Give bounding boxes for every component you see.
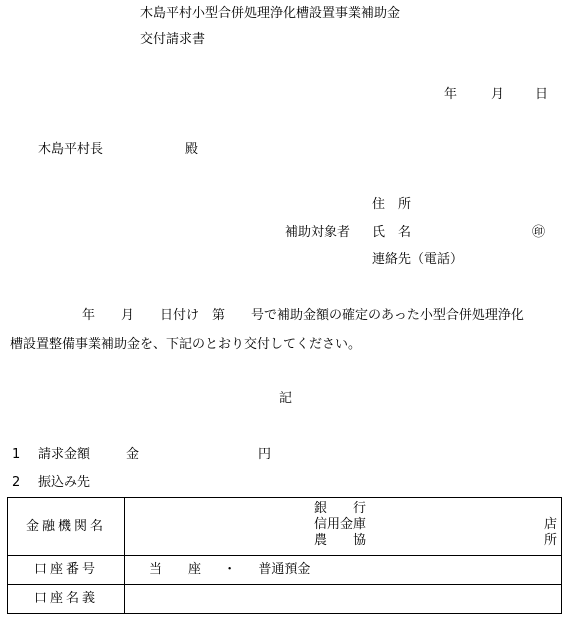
bank-transfer-table — [7, 497, 562, 614]
bank-type-bank: 銀 行 — [313, 501, 366, 516]
account-name-cell — [125, 585, 562, 614]
date-year: 年 — [444, 87, 458, 102]
account-number-label: 口座番号 — [33, 562, 98, 577]
institution-label-cell — [8, 498, 125, 556]
account-number-label-cell — [8, 556, 125, 585]
item1-number: 1 — [12, 447, 21, 462]
item1-kin: 金 — [126, 447, 140, 462]
institution-cell — [125, 498, 562, 556]
item1-label: 請求金額 — [38, 447, 91, 462]
bank-type-shinkin: 信用金庫 — [313, 517, 366, 532]
account-type-separator: ・ — [223, 562, 237, 577]
date-month: 月 — [491, 87, 505, 102]
item2-label: 振込み先 — [38, 475, 91, 490]
document-title: 木島平村小型合併処理浄化槽設置事業補助金 — [140, 6, 401, 21]
branch-type-store: 店 — [543, 517, 557, 532]
account-number-cell — [125, 556, 562, 585]
account-name-label-cell — [8, 585, 125, 614]
account-name-label: 口座名義 — [33, 591, 98, 606]
bank-type-nokyo: 農 協 — [313, 533, 366, 548]
institution-label: 金融機関名 — [25, 518, 106, 534]
ki-heading: 記 — [279, 391, 293, 406]
applicant-name-label: 氏 名 — [372, 225, 412, 240]
applicant-contact-label: 連絡先（電話） — [372, 252, 464, 267]
account-type-current: 当 座 — [149, 562, 202, 577]
seal-mark: ㊞ — [532, 225, 546, 240]
branch-type-office: 所 — [543, 533, 557, 548]
item1-yen: 円 — [258, 447, 272, 462]
applicant-address-label: 住 所 — [372, 197, 412, 212]
body-text-line1: 年 月 日付け 第 号で補助金額の確定のあった小型合併処理浄化 — [82, 308, 524, 323]
applicant-heading: 補助対象者 — [285, 225, 351, 240]
body-text-line2: 槽設置整備事業補助金を、下記のとおり交付してください。 — [10, 337, 362, 352]
addressee-honorific: 殿 — [185, 142, 199, 157]
item2-number: 2 — [12, 475, 21, 490]
document-subtitle: 交付請求書 — [140, 32, 206, 47]
addressee-name: 木島平村長 — [38, 142, 104, 157]
date-day: 日 — [535, 87, 549, 102]
account-type-savings: 普通預金 — [258, 562, 311, 577]
